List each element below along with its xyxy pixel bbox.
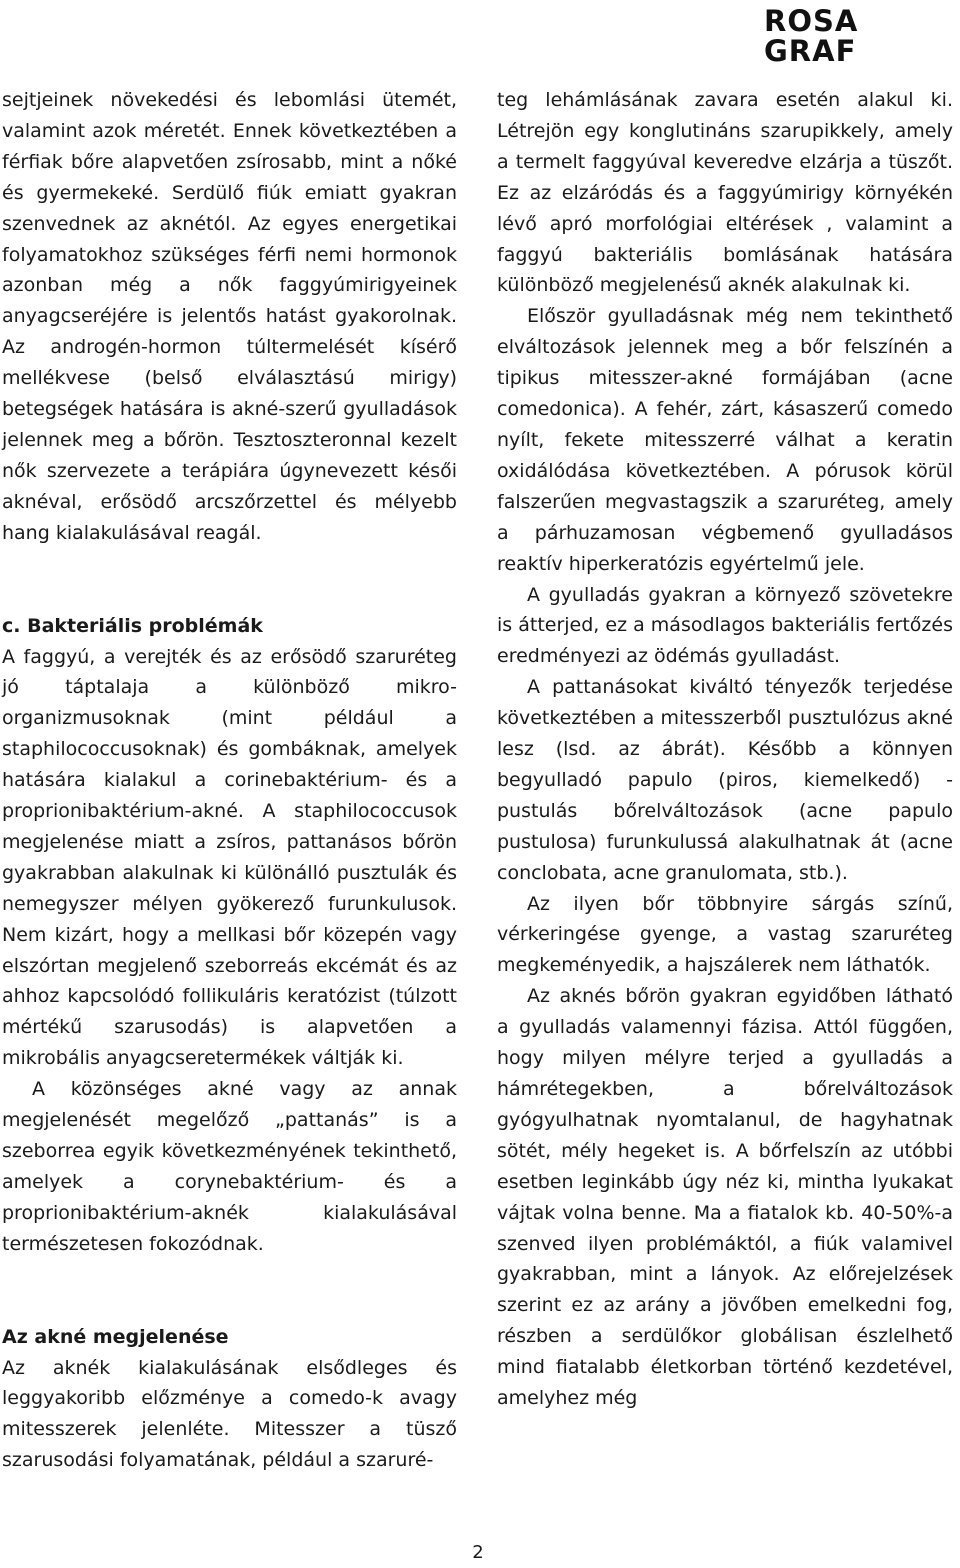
- paragraph: Az aknék kialakulásának elsődleges és leggyakoribb előzménye a comedo-k avagy mitesszerek jelenléte. Mitesszer a tüsző szarusodási folyamatának, például a szaruré-: [2, 1356, 457, 1472]
- page-number-text: 2: [472, 1542, 484, 1563]
- logo-line-2: GRAF: [764, 34, 857, 68]
- section-heading-bacterial: c. Bakteriális problémák: [2, 614, 263, 637]
- left-column: [2, 85, 457, 1476]
- paragraph: Az ilyen bőr többnyire sárgás színű, vérkeringése gyenge, a vastag szaruréteg megkeményedik, a hajszálerek nem láthatók.: [497, 892, 953, 977]
- paragraph: A faggyú, a verejték és az erősödő szaruréteg jó táptalaja a különböző mikro-organizmusoknak (mint például a staphilococcusoknak) és gombáknak, amelyek hatására kialakul a corinebaktérium- és a proprionibaktérium-akné. A staphilococcusok megjelenése miatt a zsíros, pattanásos bőrön gyakrabban alakulnak ki különálló pusztulák és nemegyszer mélyen gyökerező furunkulusok. Nem kizárt, hogy a mellkasi bőr közepén vagy elszórtan megjelenő szeborreás ekcémát és az ahhoz kapcsolódó follikuláris keratózist (túlzott mértékű szarusodás) is alapvetően a mikrobális anyagcseretermékek váltják ki.: [2, 645, 457, 1070]
- page-number: [0, 1543, 960, 1563]
- paragraph: sejtjeinek növekedési és lebomlási ütemét, valamint azok méretét. Ennek következtében a férfiak bőre alapvetően zsírosabb, mint a nőké és gyermekeké. Serdülő fiúk emiatt gyakran szenvednek az aknétól. Az egyes energetikai folyamatokhoz szükséges férfi nemi hormonok azonban még a nők faggyúmirigyeinek anyagcseréjére is jelentős hatást gyakorolnak. Az androgén-hormon túltermelését kísérő mellékvese (belső elválasztású mirigy) betegségek hatására is akné-szerű gyulladások jelennek meg a bőrön. Tesztoszteronnal kezelt nők szervezete a terápiára úgynevezett késői aknéval, erősödő arcszőrzettel és mélyebb hang kialakulásával reagál.: [2, 89, 457, 544]
- rosa-graf-logo: [764, 6, 860, 68]
- paragraph: A gyulladás gyakran a környező szövetekre is átterjed, ez a másodlagos bakteriális fertőzés eredményezi az ödémás gyulladást.: [497, 583, 953, 668]
- section-heading-acne-appearance: Az akné megjelenése: [2, 1325, 229, 1348]
- logo-line-1: ROSA: [764, 4, 859, 38]
- paragraph: Az aknés bőrön gyakran egyidőben látható a gyulladás valamennyi fázisa. Attól függően, hogy milyen mélyre terjed a gyulladás a hámrétegekben, a bőrelváltozások gyógyulhatnak nyomtalanul, de hagyhatnak sötét, mély hegeket is. A bőrfelszín az utóbbi esetben leginkább úgy néz ki, mintha lyukakat vájtak volna benne. Ma a fiatalok kb. 40-50%-a szenved ilyen problémáktól, a fiúk valamivel gyakrabban, mint a lányok. Az előrejelzések szerint ez az arány a jövőben emelkedni fog, részben a serdülőkor globálisan észlelhető mind fiatalabb életkorban történő kezdetével, amelyhez még: [497, 985, 953, 1410]
- paragraph: teg lehámlásának zavara esetén alakul ki. Létrejön egy konglutináns szarupikkely, amely a termelt faggyúval keveredve elzárja a tüszőt. Ez az elzáródás és a faggyúmirigy környékén lévő apró morfológiai eltérések , valamint a faggyú bakteriális bomlásának hatására különböző megjelenésű aknék alakulnak ki.: [497, 89, 953, 297]
- paragraph: Először gyulladásnak még nem tekinthető elváltozások jelennek meg a bőr felszínén a tipikus mitesszer-akné formájában (acne comedonica). A fehér, zárt, kásaszerű comedo nyílt, fekete mitesszerré válhat a keratin oxidálódása következtében. A pórusok körül falszerűen megvastagszik a szaruréteg, amely a párhuzamosan végbemenő gyulladásos reaktív hiperkeratózis egyértelmű jele.: [497, 305, 953, 575]
- paragraph: A közönséges akné vagy az annak megjelenését megelőző „pattanás” is a szeborrea egyik következményének tekinthető, amelyek a corynebaktérium- és a proprionibaktérium-aknék kialakulásával természetesen fokozódnak.: [2, 1078, 457, 1255]
- paragraph: A pattanásokat kiváltó tényezők terjedése következtében a mitesszerből pusztulózus akné lesz (lsd. az ábrát). Később a könnyen begyulladó papulo (piros, kiemelkedő) -pustulás bőrelváltozások (acne papulo pustulosa) furunkulussá alakulhatnak át (acne conclobata, acne granulomata, stb.).: [497, 676, 953, 884]
- right-column: [497, 85, 953, 1414]
